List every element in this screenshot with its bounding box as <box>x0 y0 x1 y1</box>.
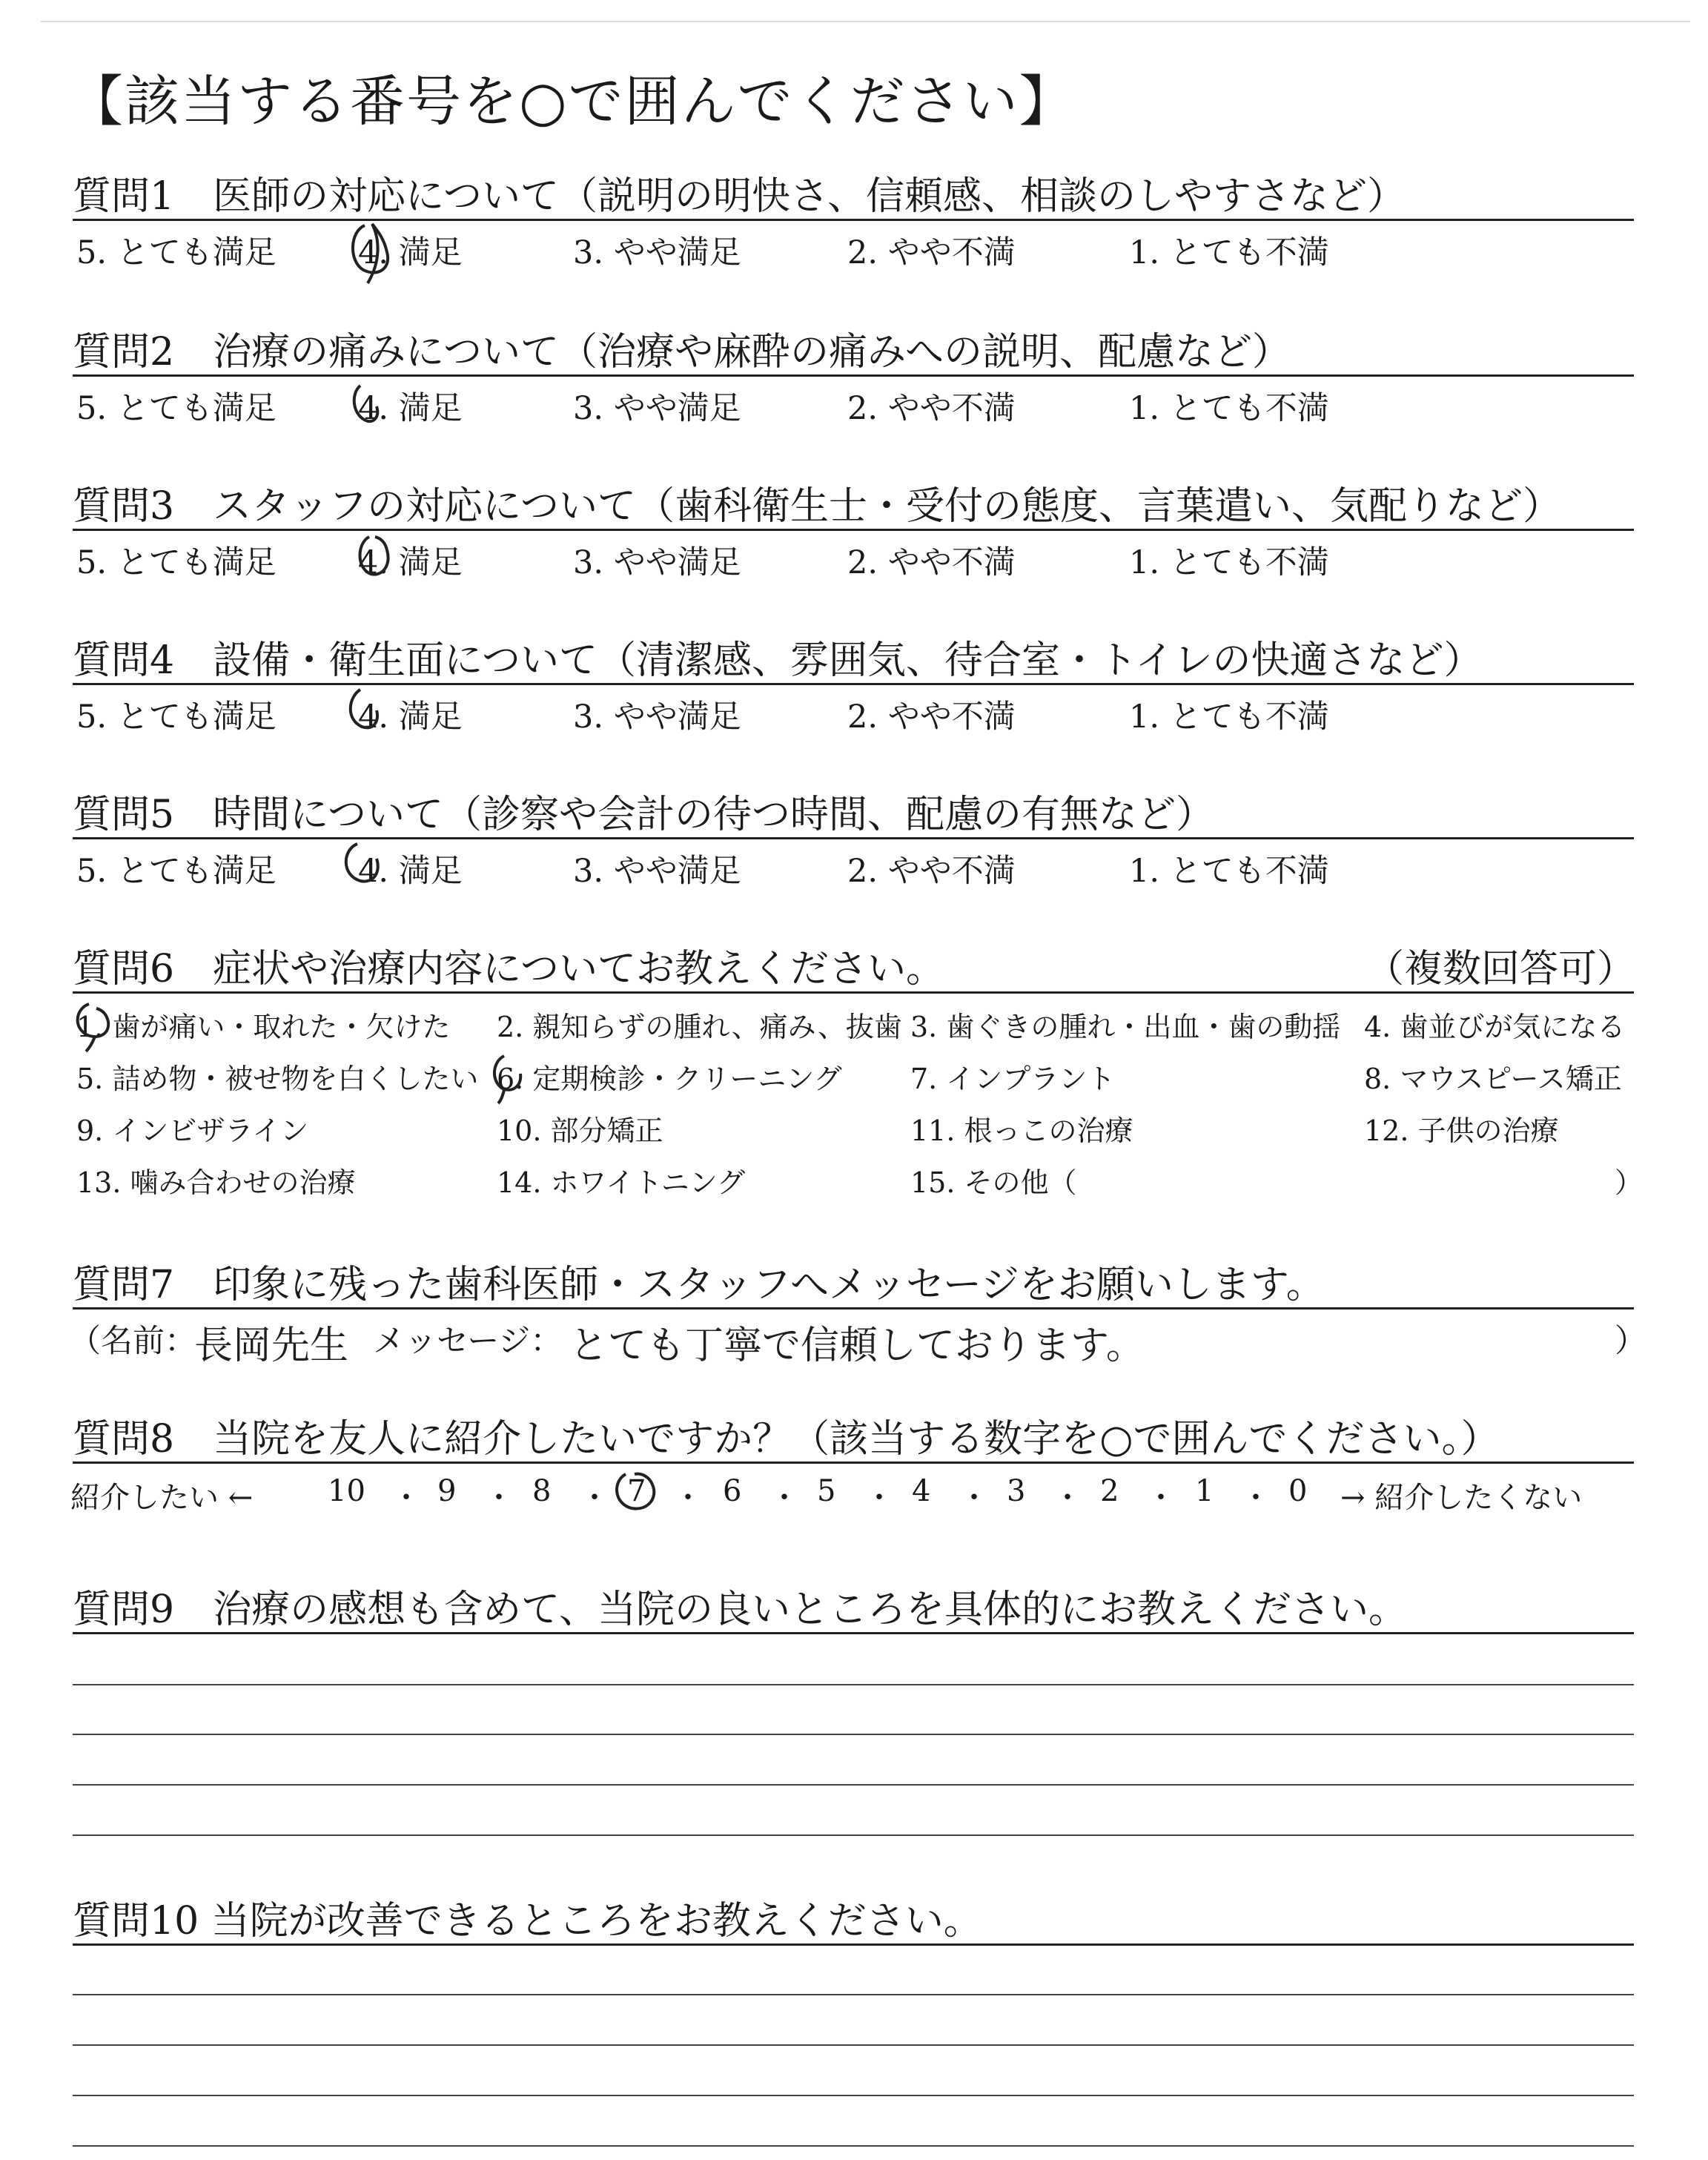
question-10-rule <box>73 1943 1634 1946</box>
q2-option-2[interactable]: 2. やや不満 <box>847 390 1016 427</box>
q8-dot: ・ <box>484 1481 514 1515</box>
q3-option-4[interactable]: 4. 満足 <box>358 544 463 581</box>
q3-option-1[interactable]: 1. とても不満 <box>1129 544 1329 581</box>
q8-dot: ・ <box>673 1481 703 1515</box>
q8-number-1[interactable]: 1 <box>1195 1474 1214 1508</box>
q2-option-4[interactable]: 4. 満足 <box>358 390 463 427</box>
q8-dot: ・ <box>391 1481 421 1515</box>
q7-close-paren: ） <box>1615 1323 1646 1360</box>
question-5-title: 質問5 時間について（診察や会計の待つ時間、配慮の有無など） <box>73 793 1215 837</box>
q6-option-1[interactable]: 1. 歯が痛い・取れた・欠けた <box>76 1011 451 1043</box>
q8-number-0[interactable]: 0 <box>1288 1474 1308 1508</box>
q8-dot: ・ <box>1241 1481 1271 1515</box>
q8-number-7[interactable]: 7 <box>627 1474 646 1508</box>
question-4-rule <box>73 683 1634 685</box>
q8-number-10[interactable]: 10 <box>328 1474 365 1508</box>
q9-answer-line[interactable] <box>73 1834 1634 1836</box>
q4-option-2[interactable]: 2. やや不満 <box>847 698 1016 736</box>
q5-option-5[interactable]: 5. とても満足 <box>76 853 277 890</box>
q8-number-9[interactable]: 9 <box>437 1474 457 1508</box>
question-4-title: 質問4 設備・衛生面について（清潔感、雰囲気、待合室・トイレの快適さなど） <box>73 638 1483 683</box>
q8-number-4[interactable]: 4 <box>912 1474 931 1508</box>
q6-option-5[interactable]: 5. 詰め物・被せ物を白くしたい <box>76 1063 479 1095</box>
q2-handdrawn-circle <box>342 374 409 433</box>
q7-name-label: （名前： <box>69 1323 196 1360</box>
q3-option-3[interactable]: 3. やや満足 <box>573 544 741 581</box>
question-5-rule <box>73 837 1634 839</box>
q4-option-1[interactable]: 1. とても不満 <box>1129 698 1329 736</box>
q5-option-1[interactable]: 1. とても不満 <box>1129 853 1329 890</box>
question-8-rule <box>73 1462 1634 1464</box>
q5-option-4[interactable]: 4. 満足 <box>358 853 463 890</box>
q3-option-5[interactable]: 5. とても満足 <box>76 544 277 581</box>
q8-number-6[interactable]: 6 <box>723 1474 742 1508</box>
q1-option-4[interactable]: 4. 満足 <box>358 234 463 271</box>
q6-option-8[interactable]: 8. マウスピース矯正 <box>1364 1063 1622 1095</box>
q9-answer-line[interactable] <box>73 1784 1634 1786</box>
page-top-border <box>41 21 1690 22</box>
q1-option-1[interactable]: 1. とても不満 <box>1129 234 1329 271</box>
question-2-title: 質問2 治療の痛みについて（治療や麻酔の痛みへの説明、配慮など） <box>73 330 1291 374</box>
q1-handdrawn-circle <box>342 209 409 291</box>
q4-handdrawn-circle <box>338 681 405 740</box>
q8-dot: ・ <box>959 1481 989 1515</box>
q8-dot: ・ <box>1146 1481 1176 1515</box>
q6-option-4[interactable]: 4. 歯並びが気になる <box>1364 1011 1626 1043</box>
q6-option-3[interactable]: 3. 歯ぐきの腫れ・出血・歯の動揺 <box>910 1011 1341 1043</box>
q8-dot: ・ <box>864 1481 894 1515</box>
q8-number-3[interactable]: 3 <box>1007 1474 1026 1508</box>
q3-option-2[interactable]: 2. やや不満 <box>847 544 1016 581</box>
q8-number-5[interactable]: 5 <box>817 1474 836 1508</box>
q4-option-4[interactable]: 4. 満足 <box>358 698 463 736</box>
q6-circle-option-1 <box>67 997 126 1056</box>
q6-option-6[interactable]: 6. 定期検診・クリーニング <box>497 1063 842 1095</box>
q8-dot: ・ <box>580 1481 609 1515</box>
q6-option-12[interactable]: 12. 子供の治療 <box>1364 1114 1559 1147</box>
q6-circle-option-6 <box>482 1048 541 1108</box>
q6-option-15-close: ） <box>1615 1166 1644 1199</box>
q10-answer-line[interactable] <box>73 2095 1634 2096</box>
q1-option-2[interactable]: 2. やや不満 <box>847 234 1016 271</box>
q5-handdrawn-circle <box>334 835 408 894</box>
q8-dot: ・ <box>769 1481 799 1515</box>
question-9-rule <box>73 1632 1634 1634</box>
form-heading: 【該当する番号を○で囲んでください】 <box>68 70 1076 133</box>
q6-option-11[interactable]: 11. 根っこの治療 <box>910 1114 1133 1147</box>
question-8-title: 質問8 当院を友人に紹介したいですか？（該当する数字を○で囲んでください。） <box>73 1417 1500 1462</box>
question-3-rule <box>73 529 1634 531</box>
q5-option-3[interactable]: 3. やや満足 <box>573 853 741 890</box>
q2-option-1[interactable]: 1. とても不満 <box>1129 390 1329 427</box>
q6-option-13[interactable]: 13. 噛み合わせの治療 <box>76 1166 356 1199</box>
q8-circle-number-7 <box>606 1465 673 1525</box>
q6-option-2[interactable]: 2. 親知らずの腫れ、痛み、抜歯 <box>497 1011 902 1043</box>
q1-option-3[interactable]: 3. やや満足 <box>573 234 741 271</box>
q8-number-8[interactable]: 8 <box>532 1474 552 1508</box>
q6-option-15[interactable]: 15. その他（ <box>910 1166 1077 1199</box>
q8-number-2[interactable]: 2 <box>1100 1474 1119 1508</box>
q6-option-7[interactable]: 7. インプラント <box>910 1063 1116 1095</box>
q9-answer-line[interactable] <box>73 1684 1634 1685</box>
q5-option-2[interactable]: 2. やや不満 <box>847 853 1016 890</box>
q7-message-handwritten[interactable]: とても丁寧で信頼しております。 <box>569 1324 1145 1368</box>
q10-answer-line[interactable] <box>73 2044 1634 2046</box>
question-6-note: （複数回答可） <box>1366 947 1636 991</box>
question-10-title: 質問10 当院が改善できるところをお教えください。 <box>73 1899 982 1943</box>
q6-option-14[interactable]: 14. ホワイトニング <box>497 1166 746 1199</box>
q4-option-5[interactable]: 5. とても満足 <box>76 698 277 736</box>
q8-left-label: 紹介したい ← <box>70 1481 254 1515</box>
q9-answer-line[interactable] <box>73 1734 1634 1735</box>
question-1-title: 質問1 医師の対応について（説明の明快さ、信頼感、相談のしやすさなど） <box>73 174 1406 219</box>
question-7-rule <box>73 1307 1634 1309</box>
question-6-title: 質問6 症状や治療内容についてお教えください。 <box>73 947 945 991</box>
q4-option-3[interactable]: 3. やや満足 <box>573 698 741 736</box>
q8-right-label: → 紹介したくない <box>1340 1481 1583 1515</box>
question-2-rule <box>73 374 1634 377</box>
q2-option-3[interactable]: 3. やや満足 <box>573 390 741 427</box>
q3-handdrawn-circle <box>348 528 408 587</box>
q7-name-handwritten[interactable]: 長岡先生 <box>194 1324 349 1368</box>
question-7-title: 質問7 印象に残った歯科医師・スタッフへメッセージをお願いします。 <box>73 1263 1325 1307</box>
question-1-rule <box>73 219 1634 221</box>
q10-answer-line[interactable] <box>73 2145 1634 2147</box>
q6-option-9[interactable]: 9. インビザライン <box>76 1114 309 1147</box>
q10-answer-line[interactable] <box>73 1994 1634 1995</box>
q8-dot: ・ <box>1053 1481 1082 1515</box>
question-6-rule <box>73 991 1634 994</box>
q1-option-5[interactable]: 5. とても満足 <box>76 234 277 271</box>
q7-message-label: メッセージ： <box>373 1323 563 1360</box>
q6-option-10[interactable]: 10. 部分矯正 <box>497 1114 663 1147</box>
q2-option-5[interactable]: 5. とても満足 <box>76 390 277 427</box>
question-9-title: 質問9 治療の感想も含めて、当院の良いところを具体的にお教えください。 <box>73 1588 1408 1632</box>
question-3-title: 質問3 スタッフの対応について（歯科衛生士・受付の態度、言葉遣い、気配りなど） <box>73 484 1562 529</box>
